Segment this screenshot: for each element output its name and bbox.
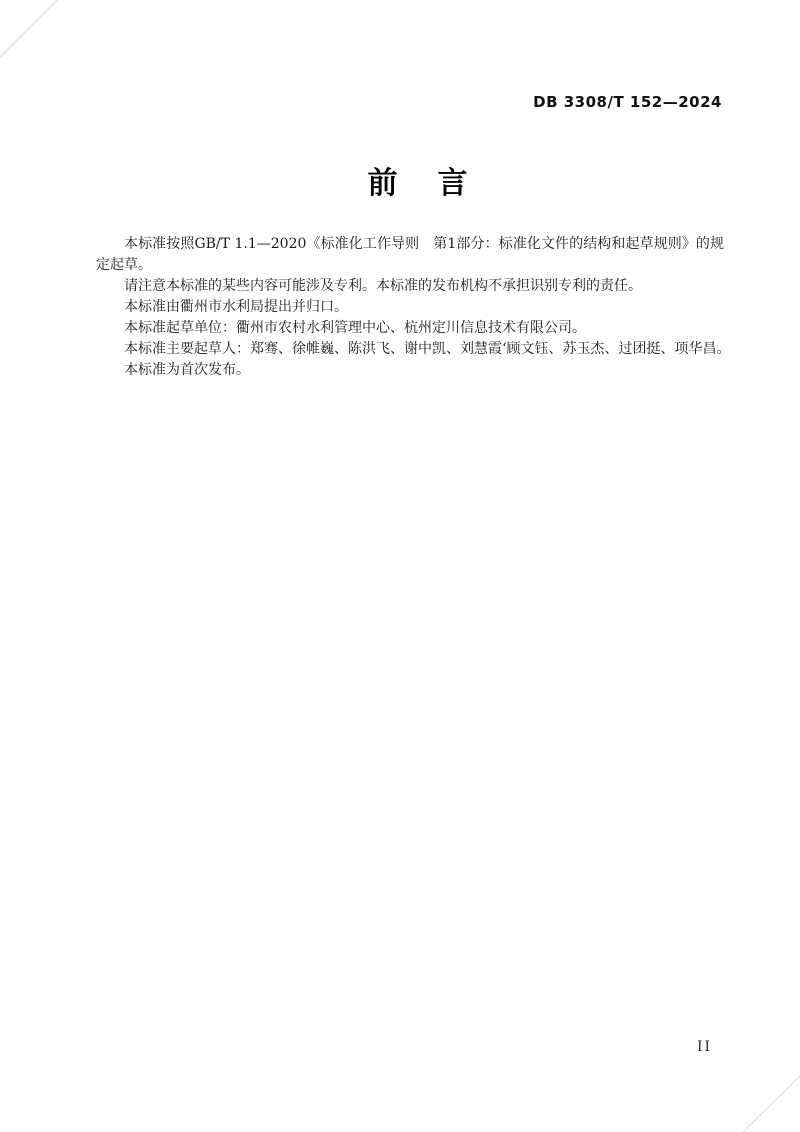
top-left-corner-line <box>0 0 57 57</box>
foreword-paragraph-drafters: 本标准主要起草人：郑骞、徐帷巍、陈洪飞、谢中凯、刘慧霞‘顾文钰、苏玉杰、过团挺、项华昌。 <box>124 341 731 357</box>
foreword-paragraph: 本标准按照GB/T 1.1—2020《标准化工作导则 第1部分：标准化文件的结构和起草规则》的规定起草。 <box>96 236 724 273</box>
page-number: II <box>697 1039 713 1055</box>
foreword-paragraph: 本标准由衢州市水利局提出并归口。 <box>124 299 348 315</box>
bottom-right-corner-line <box>743 1076 800 1132</box>
foreword-body <box>96 234 731 381</box>
foreword-paragraph: 本标准为首次发布。 <box>124 362 250 378</box>
standard-code-header: DB 3308/T 152—2024 <box>533 93 722 111</box>
foreword-title: 前 言 <box>367 166 473 201</box>
foreword-paragraph: 本标准起草单位：衢州市农村水利管理中心、杭州定川信息技术有限公司。 <box>124 320 586 336</box>
foreword-paragraph: 请注意本标准的某些内容可能涉及专利。本标准的发布机构不承担识别专利的责任。 <box>124 278 642 294</box>
